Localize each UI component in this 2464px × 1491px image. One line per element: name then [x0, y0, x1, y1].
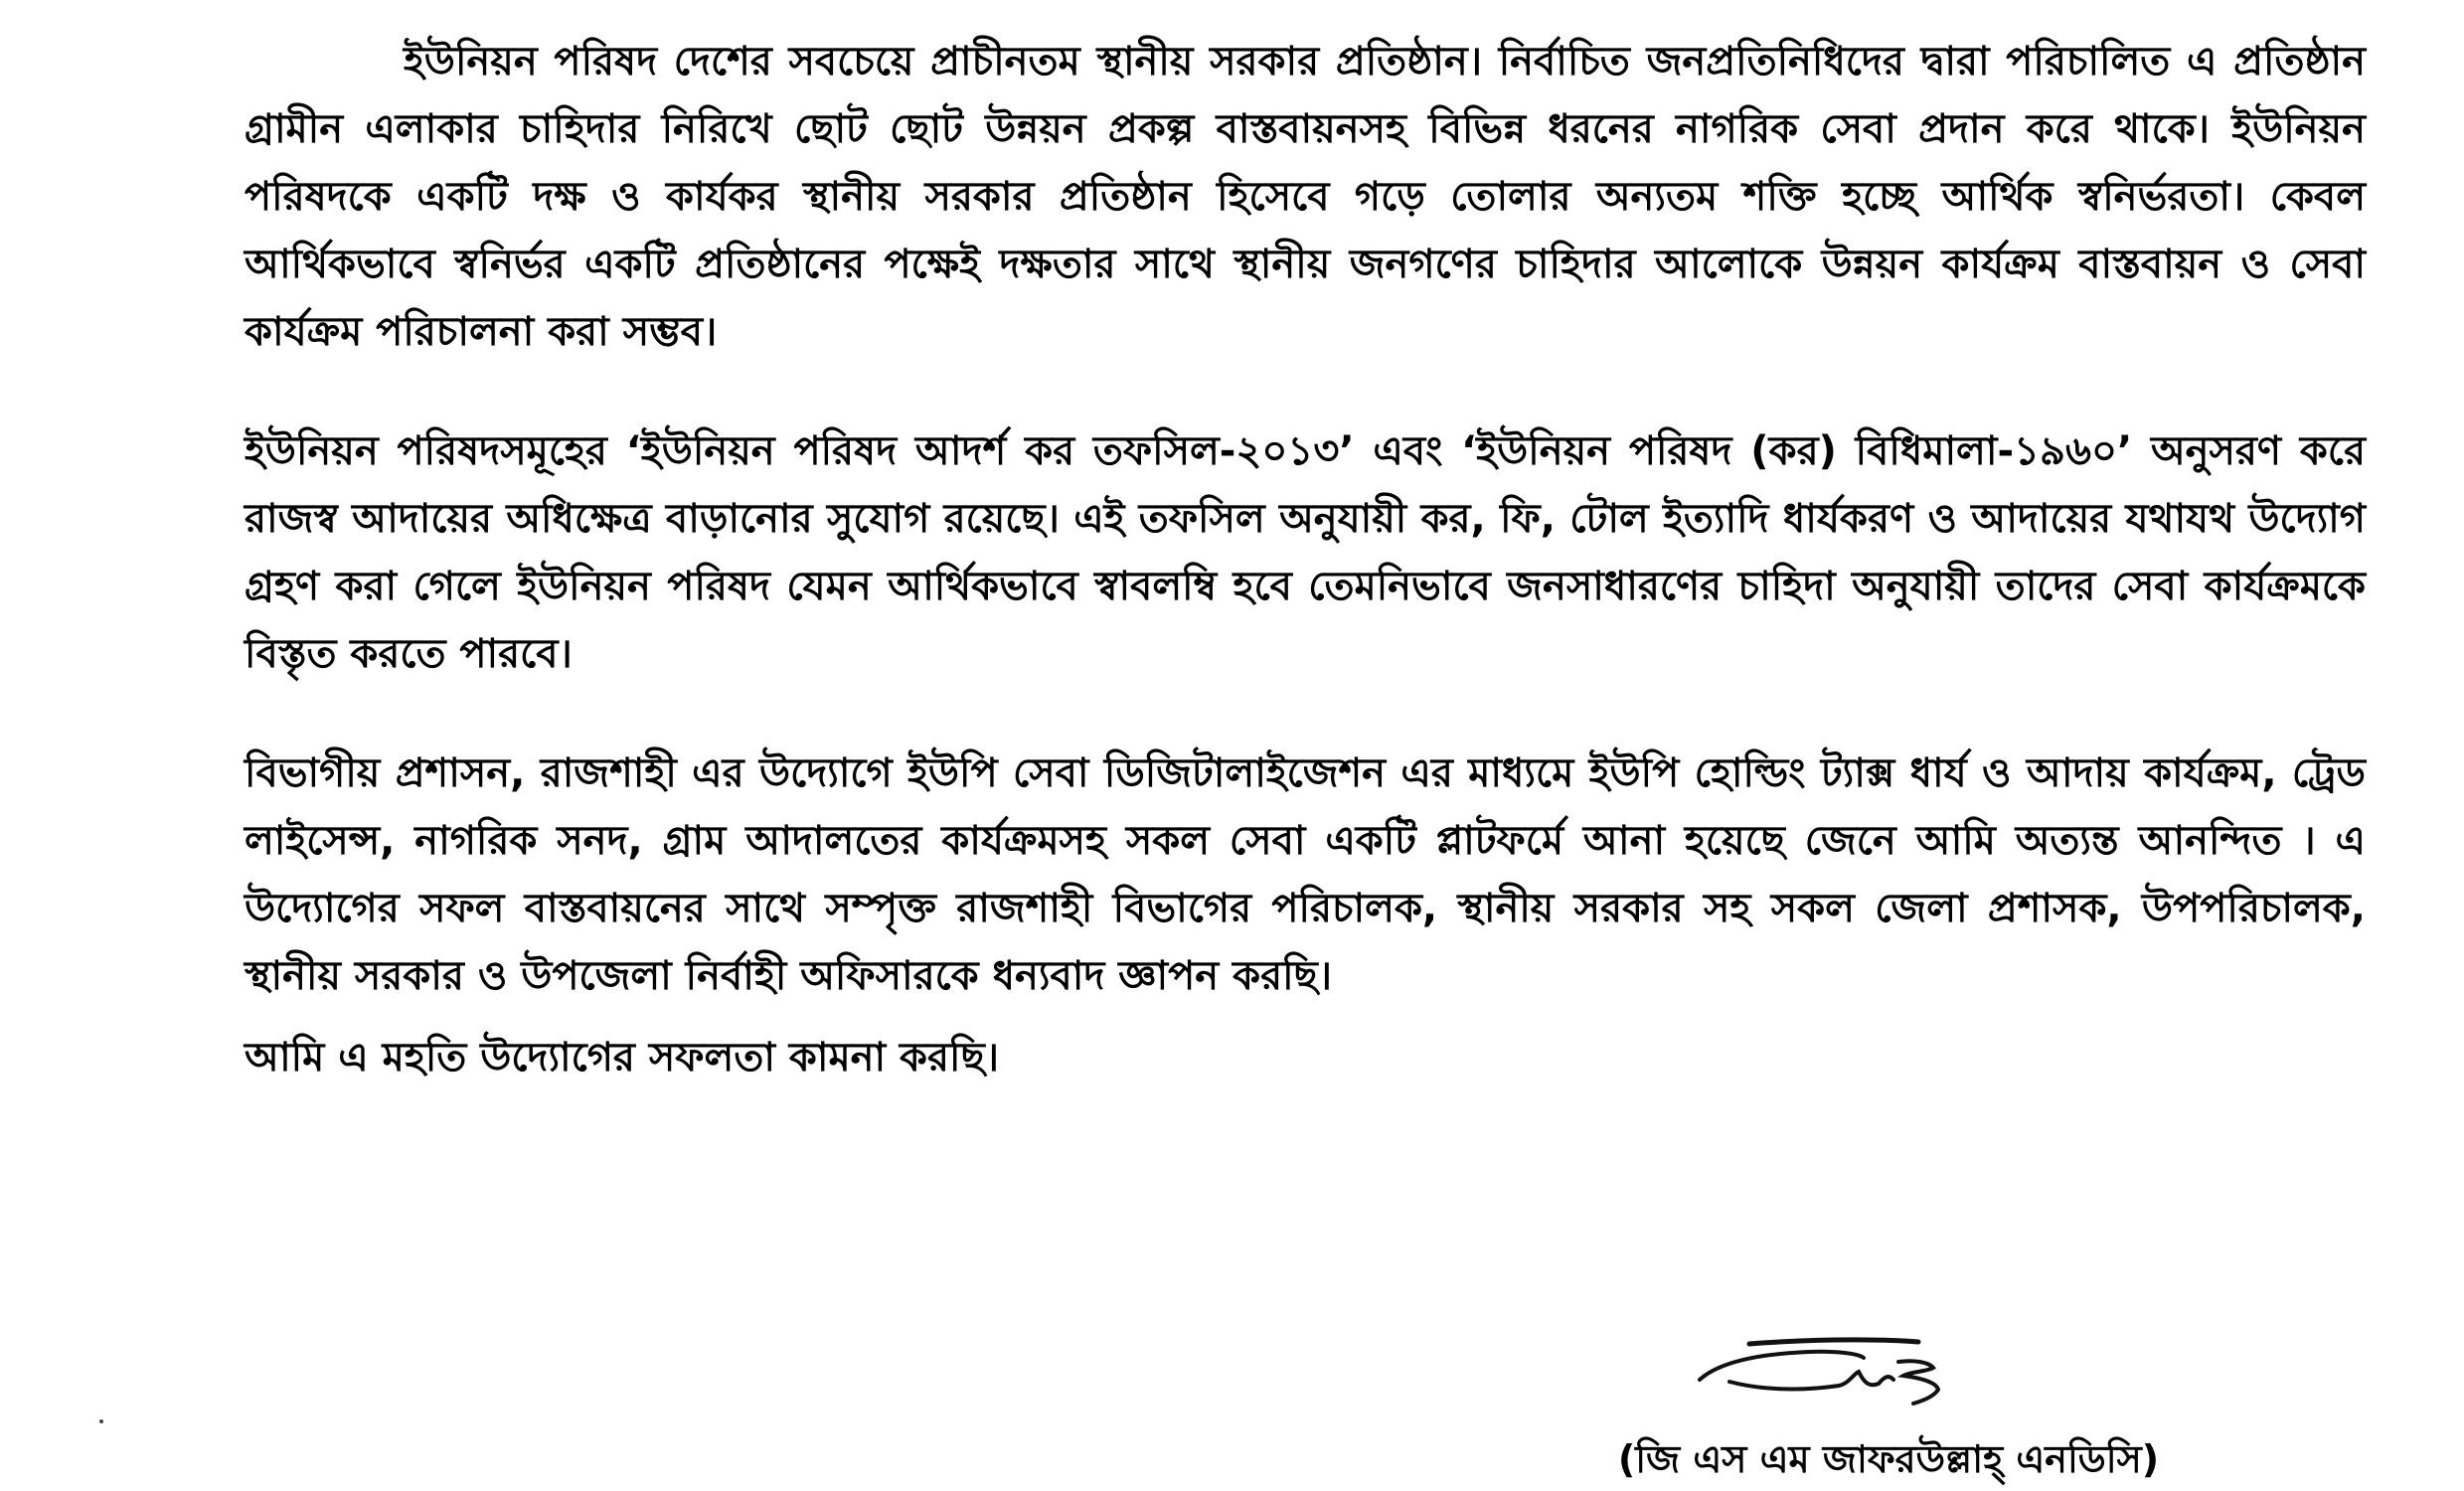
handwritten-signature: [1690, 1332, 1978, 1411]
paragraph-digitalization: বিভাগীয় প্রশাসন, রাজশাহী এর উদ্যোগে ইউপি সেবা ডিজিটালাইজেশন এর মাধ্যমে ইউপি হোল্ডিং ট্যাক্স ধার্য ও আদায় কার্যক্রম, ট্রেড লাইসেন্স, নাগরিক সনদ, গ্রাম আদালতের কার্যক্রমসহ সকল সেবা একটি প্লাটফর্মে আনা হয়েছে জেনে আমি অত্যন্ত আনন্দিত । এ উদ্যোগের সফল বাস্তবায়নের সাথে সম্পৃক্ত রাজশাহী বিভাগের পরিচালক, স্থানীয় সরকার সহ সকল জেলা প্রশাসক, উপপরিচালক, স্থানীয় সরকার ও উপজেলা নির্বাহী অফিসারকে ধন্যবাদ জ্ঞাপন করছি।: [245, 750, 2366, 999]
signatory-name: (জি এস এম জাফরউল্লাহ্ এনডিসি): [1617, 1437, 2160, 1481]
letter-body: [245, 28, 2366, 1091]
paragraph-closing-wish: আমি এ মহতি উদ্যোগের সফলতা কামনা করছি।: [245, 1035, 1000, 1080]
paragraph-union-parishad-intro: ইউনিয়ন পরিষদ দেশের সবচেয়ে প্রাচীনতম স্থানীয় সরকার প্রতিষ্ঠান। নির্বাচিত জনপ্রতিনিধিদের দ্বারা পরিচালিত এ প্রতিষ্ঠান গ্রামীন এলাকার চাহিদার নিরিখে ছোট ছোট উন্নয়ন প্রকল্প বাস্তবায়নসহ বিভিন্ন ধরনের নাগরিক সেবা প্রদান করে থাকে। ইউনিয়ন পরিষদকে একটি দক্ষ ও কার্যকর স্থানীয় সরকার প্রতিষ্ঠান হিসেবে গড়ে তোলার অন্যতম শক্তি হচ্ছে আর্থিক স্বনির্ভরতা। কেবল আর্থিকভাবে স্বনির্ভর একটি প্রতিষ্ঠানের পক্ষেই দক্ষতার সাথে স্থানীয় জনগণের চাহিদার আলোকে উন্নয়ন কার্যক্রম বাস্তবায়ন ও সেবা কার্যক্রম পরিচালনা করা সম্ভব।: [245, 39, 2366, 355]
margin-mark: [99, 1419, 103, 1423]
paragraph-tax-schedule: ইউনিয়ন পরিষদসমূহের ‘ইউনিয়ন পরিষদ আদর্শ কর তফসিল-২০১৩’ এবং ‘ইউনিয়ন পরিষদ (কর) বিধিমালা-১৯৬০’ অনুসরণ করে রাজস্ব আদায়ের অধিক্ষেত্র বাড়ানোর সুযোগ রয়েছে। এই তফসিল অনুযায়ী কর, ফি, টোল ইত্যাদি ধার্যকরণ ও আদায়ের যথাযথ উদ্যোগ গ্রহণ করা গেলে ইউনিয়ন পরিষদ যেমন আর্থিকভাবে স্বাবলম্বি হবে তেমনিভাবে জনসাধারণের চাহিদা অনুযায়ী তাদের সেবা কার্যক্রমকে বিস্তৃত করতে পারবে।: [245, 428, 2366, 677]
